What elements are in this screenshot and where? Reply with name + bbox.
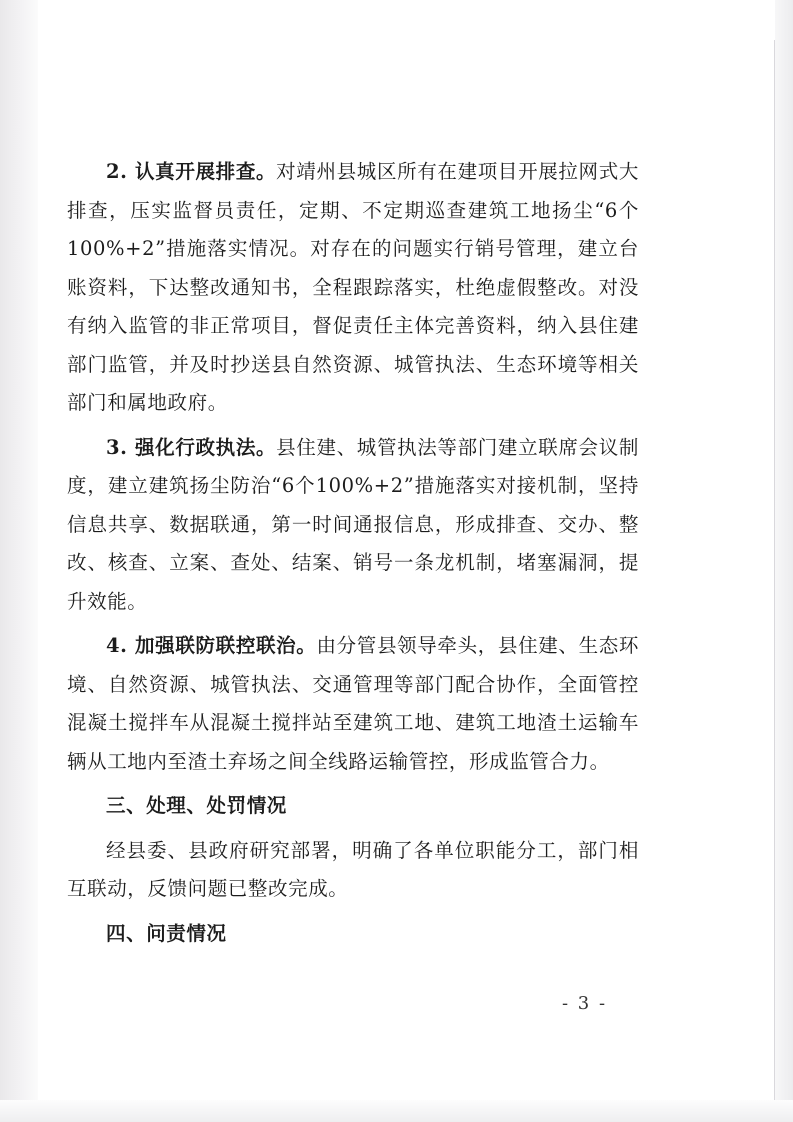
scan-left-edge xyxy=(0,0,38,1122)
heading-handling-penalties: 三、处理、处罚情况 xyxy=(106,794,287,817)
paragraph-joint-control xyxy=(67,627,639,781)
paragraph-enforcement xyxy=(67,429,639,622)
paragraph-lead: 3. 强化行政执法。 xyxy=(106,435,277,459)
document-body xyxy=(67,153,639,959)
paragraph-lead: 2. 认真开展排查。 xyxy=(106,160,277,183)
page-number: - 3 - xyxy=(562,993,608,1014)
paragraph-body: 县住建、城管执法等部门建立联席会议制度，建立建筑扬尘防治“6个100%+2”措施落实对接机制，坚持信息共享、数据联通，第一时间通报信息，形成排查、交办、整改、核查、立案、查处、结案、销号一条龙机制，堵塞漏洞，提升效能。 xyxy=(67,435,639,613)
paragraph-body: 由分管县领导牵头，县住建、生态环境、自然资源、城管执法、交通管理等部门配合协作，全面管控混凝土搅拌车从混凝土搅拌站至建筑工地、建筑工地渣土运输车辆从工地内至渣土弃场之间全线路运输管控，形成监管合力。 xyxy=(67,634,639,773)
scan-fold-line xyxy=(774,40,775,1100)
scan-bottom-edge xyxy=(0,1100,793,1122)
heading-accountability: 四、问责情况 xyxy=(106,921,227,945)
paragraph-lead: 4. 加强联防联控联治。 xyxy=(106,634,317,657)
scan-right-edge xyxy=(775,0,793,1122)
paragraph-investigation xyxy=(67,153,639,423)
paragraph-body: 经县委、县政府研究部署，明确了各单位职能分工，部门相互联动，反馈问题已整改完成。 xyxy=(67,838,639,900)
paragraph-handling xyxy=(67,832,639,909)
paragraph-body: 对靖州县城区所有在建项目开展拉网式大排查，压实监督员责任，定期、不定期巡查建筑工地扬尘“6个100%+2”措施落实情况。对存在的问题实行销号管理，建立台账资料，下达整改通知书，全程跟踪落实，杜绝虚假整改。对没有纳入监管的非正常项目，督促责任主体完善资料，纳入县住建部门监管，并及时抄送县自然资源、城管执法、生态环境等相关部门和属地政府。 xyxy=(67,160,639,414)
